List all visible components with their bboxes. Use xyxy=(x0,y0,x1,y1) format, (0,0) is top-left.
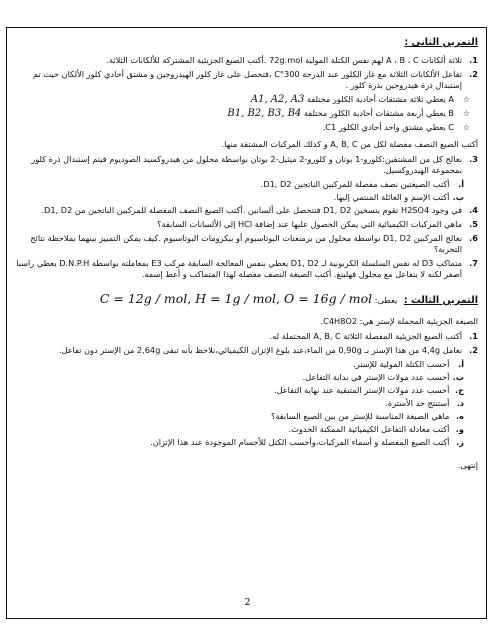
ex2-q2-ask: أكتب الصيغ النصف مفصلة لكل من A, B, C و كذلك المركبات المشتقة منها. xyxy=(221,139,478,149)
ex3-q2-sub xyxy=(16,385,478,396)
question-number: 1. xyxy=(469,55,478,65)
star-icon: ☆ xyxy=(462,123,470,132)
ex3-formula-line: الصيغة الجزيئية المجملة لإستر هي: C4H8O2. xyxy=(320,316,478,326)
star-item-a xyxy=(16,94,478,105)
item-math: A1, A2, A3 xyxy=(250,94,305,105)
sub-text: أستنتج حد الأسترة. xyxy=(385,398,450,408)
question-text: تفاعل الألكانات الثلاثة مع غاز الكلور عند الدرجة 300°C ،فتحصل على غاز كلور الهيدروجين و مشتق أحادي كلور الألكان حيث تم إستبدال ذرة هيدروجين بذرة كلور . xyxy=(33,69,462,90)
star-icon: ☆ xyxy=(462,95,470,104)
given-math: C = 12g / mol, H = 1g / mol, O = 16g / mol xyxy=(99,291,373,306)
sub-letter: د. xyxy=(456,398,464,408)
ex3-q2-sub xyxy=(16,437,478,448)
sub-letter: أ. xyxy=(458,359,464,369)
sub-letter: أ. xyxy=(458,179,464,189)
item-math: B1, B2, B3, B4 xyxy=(227,108,302,119)
ex3-q2-sub xyxy=(16,359,478,370)
item-text: يعطي ثلاثة مشتقات أحادية الكلور مختلفة xyxy=(306,94,446,104)
question-text: في وجود H2SO4 تقوم بتسخين D1, D2 فنتحصل على ألسانين .أكتب الصيغ النصف المفصلة للمركبين الناتجين من D1, D2. xyxy=(41,205,462,215)
ex2-question-3 xyxy=(16,154,478,176)
star-item-b xyxy=(16,108,478,119)
ex2-question-5 xyxy=(16,219,478,230)
sub-letter: ج. xyxy=(454,385,464,395)
ex2-question-4 xyxy=(16,205,478,216)
question-number: 2. xyxy=(469,345,478,355)
ex2-q3-sub-a xyxy=(16,179,478,190)
sub-text: أحسب الكتلة المولية للإستر. xyxy=(353,359,450,369)
given-label: يعطى: xyxy=(374,295,398,305)
star-item-c xyxy=(16,122,478,133)
sub-text: ماهي الصيغة المناسبة للإستر من بين الصيغ السابقة؟ xyxy=(271,411,450,421)
ex2-question-7 xyxy=(16,258,478,280)
sub-letter: و. xyxy=(455,424,464,434)
sub-letter: ب. xyxy=(452,192,464,202)
item-label: A xyxy=(448,94,454,104)
question-text: نعالج المركبين D1, D2 بواسطة محلول من برمنغنات البوتاسيوم أو بيكرومات البوتاسيوم .كيف يمكن التمييز بينهما بملاحظة نتائج التجربة؟ xyxy=(30,233,462,254)
question-text: ثلاثة ألكانات A ، B ، C لهم نفس الكتلة المولية 72g.mol .أكتب الصيغ الجزيئية المشتركة للألكانات الثلاثة. xyxy=(106,55,462,65)
sub-letter: ب. xyxy=(452,372,464,382)
sub-letter: ز. xyxy=(456,437,464,447)
question-text: نعامل 4,4g من هذا الإستر بـ 0,90g من الماء،عند بلوغ الإتزان الكيميائي،نلاحظ بأنه تبقى 2,64g من الإستر دون تفاعل. xyxy=(58,345,462,355)
sub-text: أحسب عدد مولات الإستر المتبقية عند نهاية التفاعل. xyxy=(273,385,450,395)
sub-text: أكتب الصيغ المفصلة و أسماء المركبات،وأحسب الكتل للأجسام الموجودة عند هذا الإتزان. xyxy=(150,437,450,447)
question-text: أكتب الصيغ الجزيئية المفصلة الثلاثة A, B, C المحتملة له. xyxy=(269,331,462,341)
ex3-q2-sub xyxy=(16,372,478,383)
ex3-header xyxy=(16,293,478,306)
question-number: 2. xyxy=(469,69,478,79)
item-text: يعطي مشتق واحد أحادي الكلور C1. xyxy=(322,122,446,132)
sub-letter: ه. xyxy=(456,411,464,421)
question-text: متماكب D3 له نفس السلسلة الكربونية لـ D1, D2 يعطي بنفس المعالجة السابقة مركب E3 بمعاملته بواسطة D.N.P.H يعطي راسبا أصفر لكنه لا يتفاعل مع محلول فهلينغ. أكتب الصيغة النصف مفصلة لهذا المتماكب و أعط إسمه. xyxy=(16,258,462,279)
page-frame xyxy=(6,27,487,619)
item-label: B xyxy=(448,108,454,118)
question-number: 3. xyxy=(469,154,478,164)
ex3-q2-sub xyxy=(16,398,478,409)
ex2-question-2 xyxy=(16,69,478,91)
document-body xyxy=(16,34,478,475)
question-number: 7. xyxy=(469,258,478,268)
question-number: 4. xyxy=(469,205,478,215)
exercise-2-title: التمرين الثاني : xyxy=(404,37,478,48)
question-number: 5. xyxy=(469,219,478,229)
ex2-q3-sub-b xyxy=(16,192,478,203)
question-number: 1. xyxy=(469,331,478,341)
sub-text: أكتب الإسم و العائلة المنتمي إليها. xyxy=(333,192,450,202)
question-text: نعالج كل من المشتقين:كلورو-1 بوتان و كلورو-2 ميثيل-2 بوتان بواسطة محلول من هيدروكسيد الصوديوم فيتم إستبدال ذرة كلور بمجموعة الهيدروكسيل. xyxy=(31,154,462,175)
star-icon: ☆ xyxy=(462,109,470,118)
ex2-question-6 xyxy=(16,233,478,255)
sub-text: أكتب معادلة التفاعل الكيميائية الممكنة الحدوث. xyxy=(288,424,450,434)
page-number: 2 xyxy=(244,598,251,608)
question-text: ماهي المركبات الكيميائية التي يمكن الحصول عليها عند إضافة HCl إلى الألسانات السابقة؟ xyxy=(157,219,462,229)
sub-text: أحسب عدد مولات الإستر في بداية التفاعل. xyxy=(302,372,450,382)
ex3-question-2 xyxy=(16,345,478,356)
ex3-question-1 xyxy=(16,331,478,342)
end-text: إنتهى. xyxy=(457,460,478,470)
sub-text: أكتب الصيغتين نصف مفصلة للمركبين الناتجين D1, D2. xyxy=(260,179,450,189)
ex3-q2-sub xyxy=(16,424,478,435)
question-number: 6. xyxy=(469,233,478,243)
ex2-question-1 xyxy=(16,55,478,66)
ex3-q2-sub xyxy=(16,411,478,422)
item-text: يعطي أربعة مشتقات أحادية الكلور مختلفة xyxy=(303,108,446,118)
item-label: C xyxy=(448,122,454,132)
exercise-3-title: التمرين الثالث : xyxy=(403,295,478,306)
